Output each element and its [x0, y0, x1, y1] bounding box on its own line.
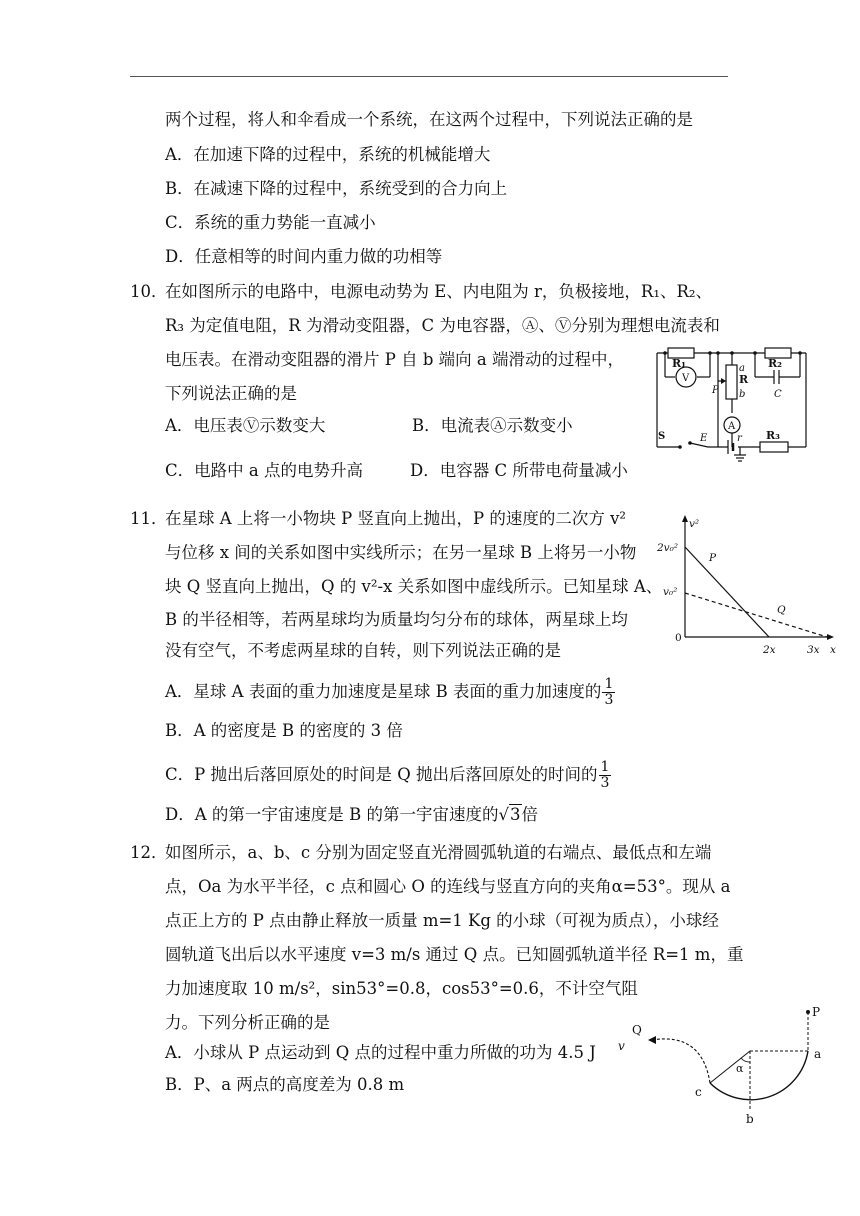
p-curve-label: P: [709, 552, 717, 564]
q11-stem-line4: B 的半径相等，若两星球均为质量均匀分布的球体，两星球上均: [165, 610, 628, 629]
q11-option-c: [165, 760, 612, 791]
q11-stem-line2: 与位移 x 间的关系如图中实线所示；在另一星球 B 上将另一小物: [165, 543, 637, 562]
r2-label: R₂: [768, 357, 782, 370]
q12-number: 12．: [130, 843, 168, 862]
p-label: P: [812, 1005, 821, 1019]
alpha-label: α: [736, 1062, 744, 1075]
q-line: [685, 593, 827, 637]
q9-option-c: C．系统的重力势能一直减小: [165, 213, 376, 232]
q10-option-d: D．电容器 C 所带电荷量减小: [410, 461, 628, 480]
arc-track: [710, 1051, 808, 1100]
c-label: c: [695, 1085, 702, 1099]
q12-stem-line2: 点，Oa 为水平半径，c 点和圆心 O 的连线与竖直方向的夹角α=53°。现从 a: [165, 877, 731, 896]
q9-option-d: D．任意相等的时间内重力做的功相等: [165, 247, 443, 266]
fraction-denominator: 3: [600, 775, 610, 791]
b-label: b: [739, 389, 746, 400]
q11-option-d-text: D．A 的第一宇宙速度是 B 的第一宇宙速度的: [165, 805, 499, 824]
fraction: [599, 760, 612, 791]
q12-stem-line5: 力加速度取 10 m/s²，sin53°=0.8，cos53°=0.6，不计空气阻: [165, 979, 638, 998]
sqrt-radicand: 3: [510, 805, 521, 824]
a-label: a: [739, 363, 745, 374]
q12-option-b: B．P、a 两点的高度差为 0.8 m: [165, 1075, 405, 1094]
x-axis-label: x: [830, 644, 836, 656]
voltmeter-icon: V: [682, 373, 690, 384]
q12-option-a: A．小球从 P 点运动到 Q 点的过程中重力所做的功为 4.5 J: [165, 1043, 596, 1062]
fraction-numerator: 1: [600, 759, 610, 775]
e-label: E: [700, 433, 708, 444]
q11-option-a: [165, 677, 616, 708]
switch-label: S: [658, 431, 666, 442]
a-label: a: [814, 1047, 822, 1061]
q11-stem-line5: 没有空气，不考虑两星球的自转，则下列说法正确的是: [165, 641, 561, 660]
arc-track-diagram: [610, 1000, 840, 1130]
q10-stem-line2: R₃ 为定值电阻，R 为滑动变阻器，C 为电容器，Ⓐ、Ⓥ分别为理想电流表和: [165, 316, 720, 335]
ammeter-icon: A: [728, 421, 736, 432]
q11-stem-line3: 块 Q 竖直向上抛出，Q 的 v²-x 关系如图中虚线所示。已知星球 A、: [165, 577, 663, 596]
q11-option-d-suffix: 倍: [521, 805, 539, 824]
x-tick-3x: 3x: [807, 644, 820, 656]
b-label: b: [746, 1112, 754, 1126]
v-label: v: [618, 1039, 625, 1053]
fraction-denominator: 3: [604, 692, 614, 708]
r-label: R: [739, 373, 749, 386]
q10-option-b: B．电流表Ⓐ示数变小: [412, 416, 573, 435]
q11-number: 11．: [130, 509, 168, 528]
r1-label: R₁: [672, 357, 686, 370]
q9-option-b: B．在减速下降的过程中，系统受到的合力向上: [165, 179, 508, 198]
origin-label: 0: [675, 632, 682, 644]
y-tick-v0sq: v₀²: [663, 586, 678, 598]
q11-option-d: [165, 805, 538, 825]
v2-x-graph: [655, 513, 840, 658]
p-label: P: [712, 385, 719, 396]
fraction-numerator: 1: [604, 676, 614, 692]
q9-option-a: A．在加速下降的过程中，系统的机械能增大: [165, 145, 491, 164]
q12-stem-line4: 圆轨道飞出后以水平速度 v=3 m/s 通过 Q 点。已知圆弧轨道半径 R=1 m，重: [165, 945, 744, 964]
header-rule: [130, 76, 728, 77]
sqrt-expression: √3: [498, 805, 521, 824]
q12-stem-line6: 力。下列分析正确的是: [165, 1013, 330, 1032]
rint-label: r: [737, 433, 742, 444]
q11-stem-line1: 在星球 A 上将一小物块 P 竖直向上抛出，P 的速度的二次方 v²: [165, 509, 627, 528]
y-axis-label: v²: [689, 518, 700, 530]
y-tick-2v0sq: 2v₀²: [657, 542, 679, 554]
q11-option-c-text: C．P 抛出后落回原处的时间是 Q 抛出后落回原处的时间的: [165, 765, 598, 784]
q11-option-b: B．A 的密度是 B 的密度的 3 倍: [165, 721, 403, 740]
q10-stem-line1: 在如图所示的电路中，电源电动势为 E、内电阻为 r，负极接地，R₁、R₂、: [165, 282, 712, 301]
x-tick-2x: 2x: [763, 644, 776, 656]
q9-stem: 两个过程，将人和伞看成一个系统，在这两个过程中，下列说法正确的是: [165, 110, 693, 129]
q10-stem-line3: 电压表。在滑动变阻器的滑片 P 自 b 端向 a 端滑动的过程中，: [165, 350, 624, 369]
r3-label: R₃: [766, 429, 780, 442]
circuit-diagram: [650, 343, 815, 463]
q-curve-label: Q: [777, 604, 786, 616]
q10-option-c: C．电路中 a 点的电势升高: [165, 461, 363, 480]
q12-stem-line1: 如图所示，a、b、c 分别为固定竖直光滑圆弧轨道的右端点、最低点和左端: [165, 843, 712, 862]
q-label: Q: [632, 1023, 642, 1037]
c-label: C: [774, 389, 782, 400]
q11-option-a-text: A．星球 A 表面的重力加速度是星球 B 表面的重力加速度的: [165, 682, 602, 701]
q10-stem-line4: 下列说法正确的是: [165, 384, 297, 403]
q12-stem-line3: 点正上方的 P 点由静止释放一质量 m=1 Kg 的小球（可视为质点），小球经: [165, 911, 719, 930]
fraction: [602, 677, 615, 708]
q10-option-a: A．电压表Ⓥ示数变大: [165, 416, 326, 435]
q10-number: 10．: [130, 282, 168, 301]
p-line: [685, 547, 769, 637]
